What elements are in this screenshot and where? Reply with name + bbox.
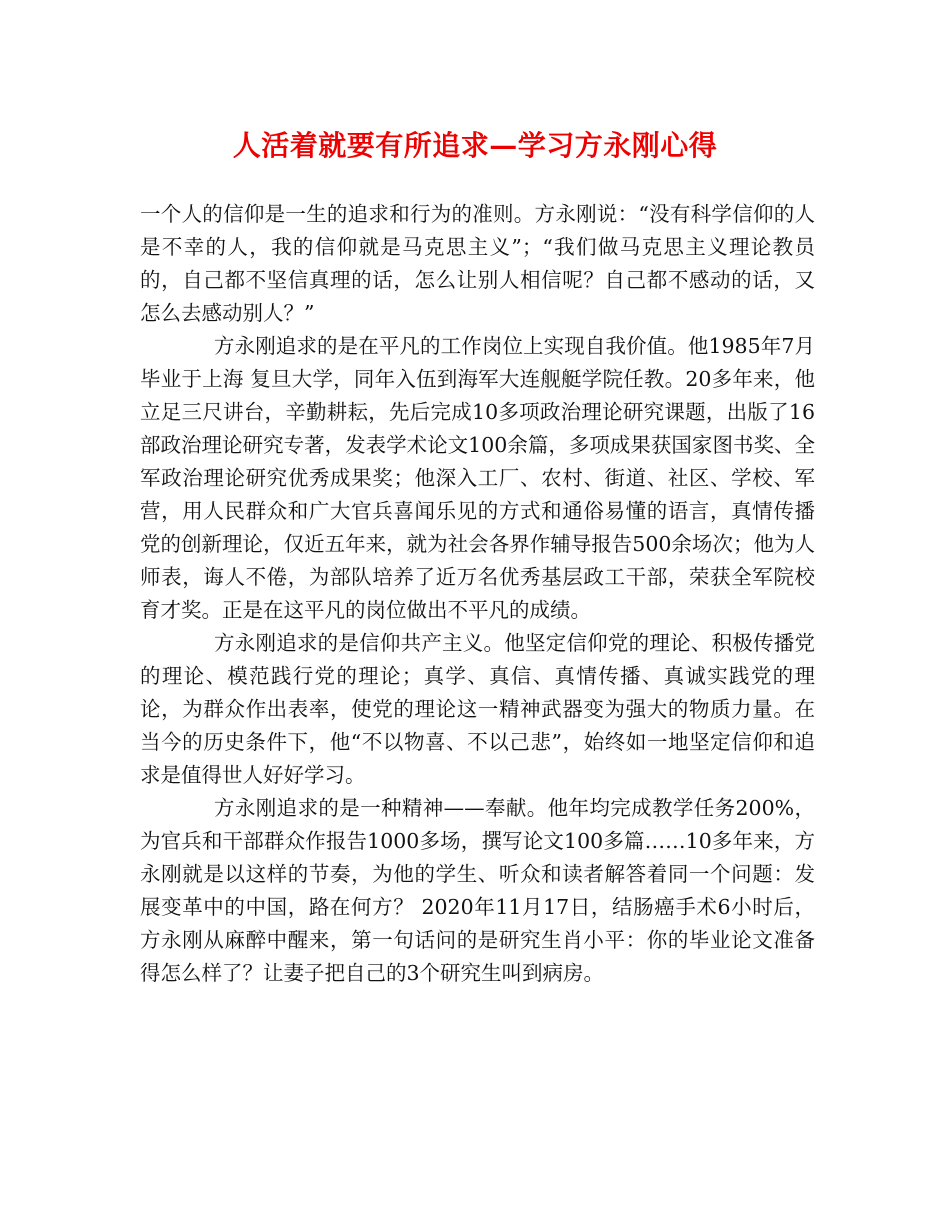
paragraph-1: 一个人的信仰是一生的追求和行为的准则。方永刚说：“没有科学信仰的人是不幸的人，我的信仰就是马克思主义”；“我们做马克思主义理论教员的，自己都不坚信真理的话，怎么让别人相信呢？自己都不感动的话，又怎么去感动别人？” — [140, 202, 815, 325]
paragraph-2: 方永刚追求的是在平凡的工作岗位上实现自我价值。他1985年7月毕业于上海 复旦大学，同年入伍到海军大连舰艇学院任教。20多年来，他立足三尺讲台，辛勤耕耘，先后完成10多项政治理论研究课题，出版了16部政治理论研究专著，发表学术论文100余篇，多项成果获国家图书奖、全军政治理论研究优秀成果奖；他深入工厂、农村、街道、社区、学校、军营，用人民群众和广大官兵喜闻乐见的方式和通俗易懂的语言，真情传播党的创新理论，仅近五年来，就为社会各界作辅导报告500余场次；他为人师表，诲人不倦，为部队培养了近万名优秀基层政工干部，荣获全军院校育才奖。正是在这平凡的岗位做出不平凡的成绩。 — [140, 334, 815, 622]
document-title: 人活着就要有所追求—学习方永刚心得 — [232, 129, 718, 162]
document-body — [140, 198, 815, 990]
paragraph-4: 方永刚追求的是一种精神——奉献。他年均完成教学任务200%，为官兵和干部群众作报告1000多场，撰写论文100多篇……10多年来，方永刚就是以这样的节奏，为他的学生、听众和读者解答着同一个问题：发展变革中的中国，路在何方？ 2020年11月17日，结肠癌手术6小时后，方永刚从麻醉中醒来，第一句话问的是研究生肖小平：你的毕业论文准备得怎么样了？让妻子把自己的3个研究生叫到病房。 — [140, 796, 815, 985]
paragraph-3: 方永刚追求的是信仰共产主义。他坚定信仰党的理论、积极传播党的理论、模范践行党的理论；真学、真信、真情传播、真诚实践党的理论，为群众作出表率，使党的理论这一精神武器变为强大的物质力量。在当今的历史条件下，他“不以物喜、不以己悲”，始终如一地坚定信仰和追求是值得世人好好学习。 — [140, 631, 815, 787]
